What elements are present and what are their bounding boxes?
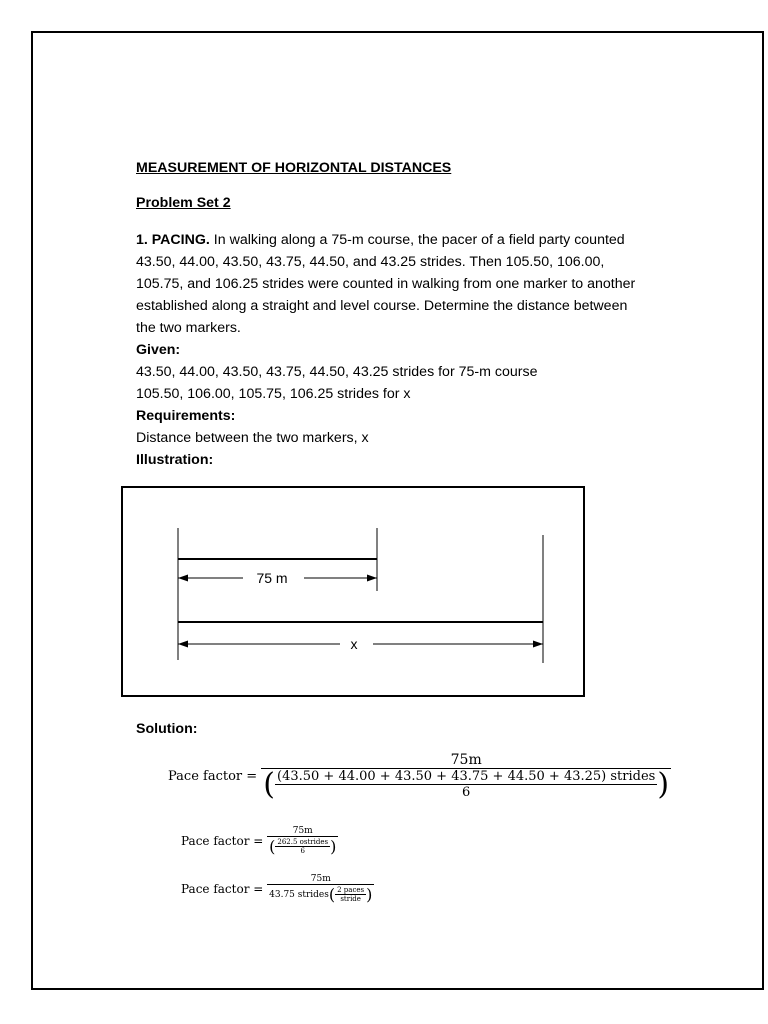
given-label: Given: [136,342,181,358]
x-label: x [350,636,358,652]
given-line-2: 105.50, 106.00, 105.75, 106.25 strides for x [136,386,411,402]
problem-heading: 1. PACING. [136,232,210,248]
illustration-box [121,486,585,697]
problem-line-3: 105.75, and 106.25 strides were counted in walking from one marker to another [136,276,636,292]
equation-3 [181,874,374,904]
equation-2-fraction: 75m ( $\frac{\text{262.5 ostrides}}{6}$) [269,826,337,856]
given-line-1: 43.50, 44.00, 43.50, 43.75, 44.50, 43.25 strides for 75-m course [136,364,538,380]
equation-1-fraction: 75m ( $\frac{\text{(43.50 + 44.00 + 43.50 + 43.75 + 44.50 + 43.25) strides}}{6}$) [263,752,670,802]
75m-arrowhead-right [367,575,377,582]
pace-factor-label: Pace factor = [181,882,264,896]
equation-2 [181,826,338,856]
illustration-diagram [123,488,583,695]
problem-line-2: 43.50, 44.00, 43.50, 43.75, 44.50, and 43.25 strides. Then 105.50, 106.00, [136,254,605,270]
pace-factor-label: Pace factor = [168,768,258,784]
x-arrowhead-right [533,641,543,648]
problem-line-1: 1. PACING. In walking along a 75-m course, the pacer of a field party counted [136,232,625,248]
equation-1 [168,752,671,800]
illustration-label: Illustration: [136,452,214,468]
equation-3-fraction: 75m 43.75 strides( $\frac{\text{2 paces}}{\text{stride}}$) [269,874,373,904]
pace-factor-label: Pace factor = [181,834,264,848]
problem-set-heading: Problem Set 2 [136,195,231,211]
requirements-label: Requirements: [136,408,236,424]
requirements-text: Distance between the two markers, x [136,430,369,446]
75m-arrowhead-left [178,575,188,582]
problem-line-4: established along a straight and level course. Determine the distance between [136,298,628,314]
solution-label: Solution: [136,721,198,737]
document-title: MEASUREMENT OF HORIZONTAL DISTANCES [136,160,452,176]
problem-line-5: the two markers. [136,320,241,336]
75m-label: 75 m [256,570,288,586]
x-arrowhead-left [178,641,188,648]
